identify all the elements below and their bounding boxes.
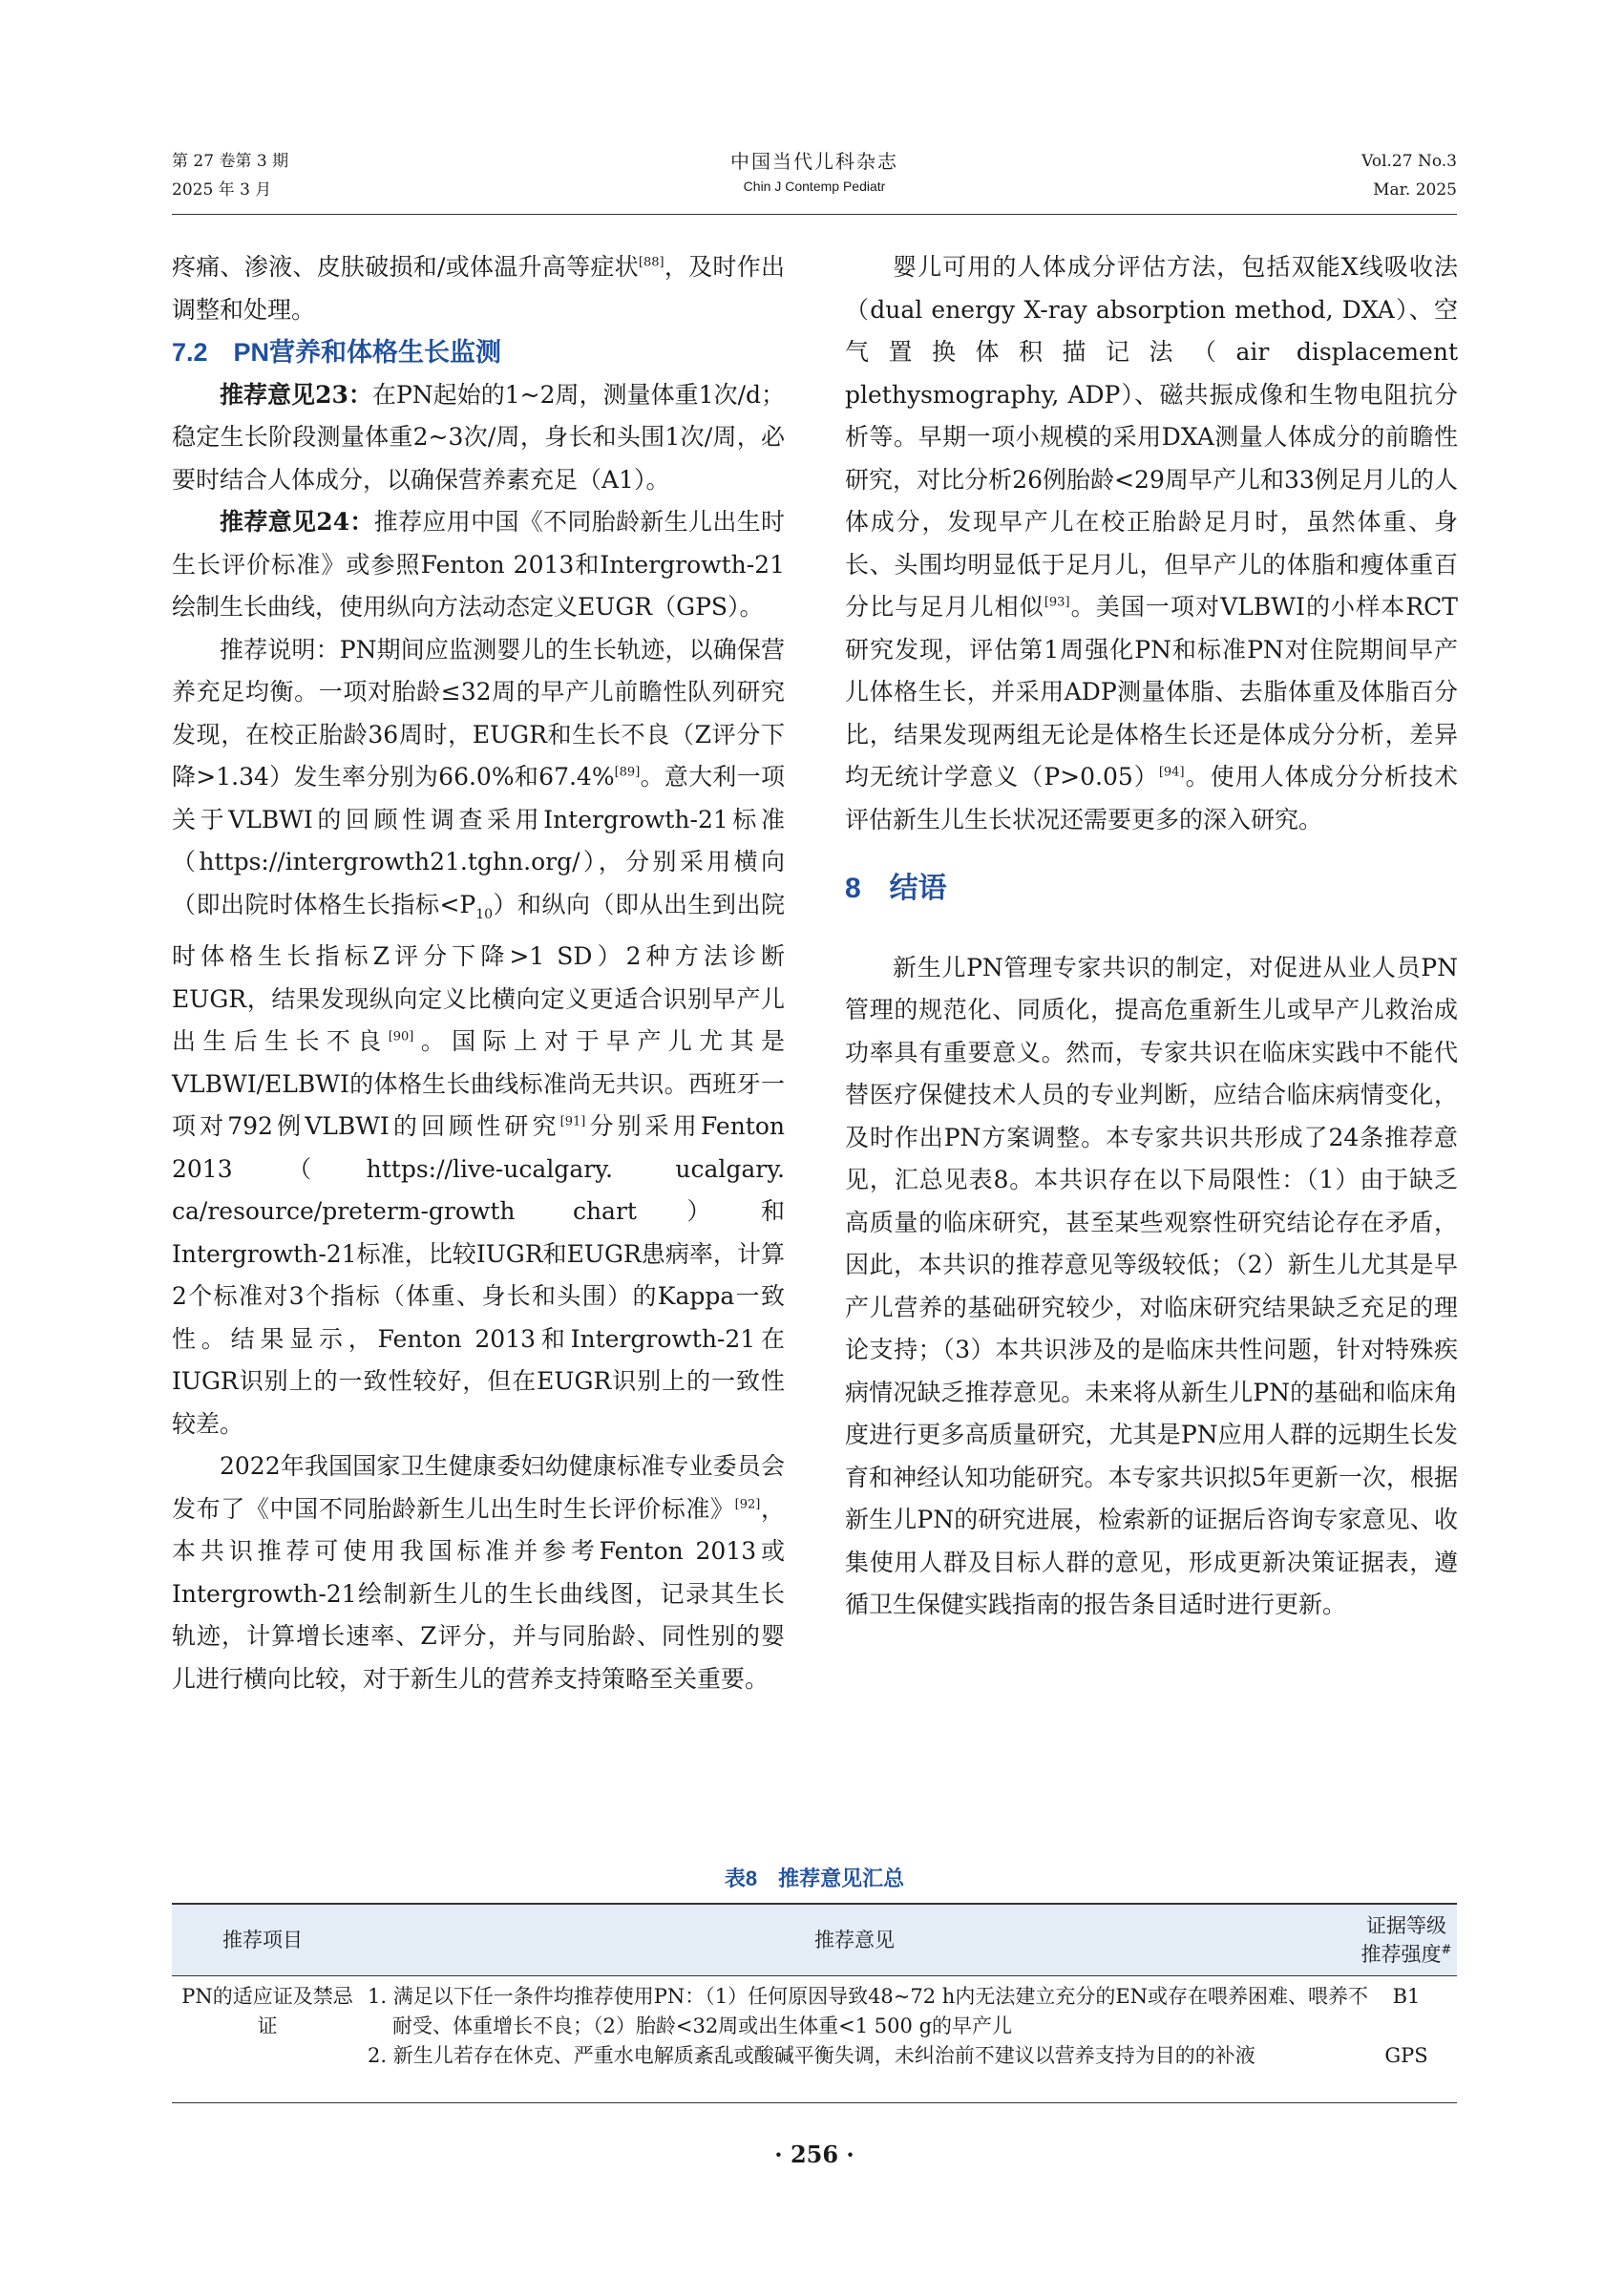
section-heading-7-2: 7.2 PN营养和体格生长监测	[172, 338, 502, 367]
recommendation-explanation: 推荐说明：PN期间应监测婴儿的生长轨迹，以确保营养充足均衡。一项对胎龄≤32周的早产儿前瞻性队列研究发现，在校正胎龄36周时，EUGR和生长不良（Z评分下降>1.34）发生率分别为66.0%和67.4%[89]。意大利一项关于VLBWI的回顾性调查采用Intergrowth-21标准（https://intergrowth21.tghn.org/），分别采用横向（即出院时体格生长指标$<P_{10}$）和纵向（即从出生到出院时体格生长指标Z评分下降>1 SD）2种方法诊断EUGR，结果发现纵向定义比横向定义更适合识别早产儿出生后生长不良[90]。国际上对于早产儿尤其是VLBWI/ELBWI的体格生长曲线标准尚无共识。西班牙一项对792例VLBWI的回顾性研究[91]分别采用Fenton 2013（https://live-ucalgary. ucalgary. ca/resource/preterm-growth chart）和Intergrowth-21标准，比较IUGR和EUGR患病率，计算2个标准对3个指标（体重、身长和头围）的Kappa一致性。结果显示，Fenton 2013和Intergrowth-21在IUGR识别上的一致性较好，但在EUGR识别上的一致性较差。	[172, 635, 785, 1438]
header-right	[1361, 147, 1457, 204]
citation: [88]	[638, 255, 664, 270]
header-rule	[172, 214, 1457, 215]
recommendation-24: 推荐意见24：推荐应用中国《不同胎龄新生儿出生时生长评价标准》或参照Fenton 2013和Intergrowth-21绘制生长曲线，使用纵向方法动态定义EUGR（GPS）。	[172, 508, 785, 621]
recommendation-23: 推荐意见23：在PN起始的1~2周，测量体重1次/d；稳定生长阶段测量体重2~3次/周，身长和头围1次/周，必要时结合人体成分，以确保营养素充足（A1）。	[172, 380, 785, 494]
header-volume-cn: 第 27 卷第 3 期	[172, 152, 289, 171]
table-title: 表8 推荐意见汇总	[724, 1867, 905, 1890]
header-date-cn: 2025 年 3 月	[172, 180, 272, 200]
citation: [93]	[1044, 595, 1070, 610]
journal-title-cn: 中国当代儿科杂志	[730, 150, 898, 173]
citation: [94]	[1158, 765, 1185, 780]
paragraph-2022-standard: 2022年我国国家卫生健康委妇幼健康标准专业委员会发布了《中国不同胎龄新生儿出生时生长评价标准》[92]，本共识推荐可使用我国标准并参考Fenton 2013或Intergrowth-21绘制新生儿的生长曲线图，记录其生长轨迹，计算增长速率、Z评分，并与同胎龄、同性别的婴儿进行横向比较，对于新生儿的营养支持策略至关重要。	[172, 1452, 785, 1693]
table-8	[172, 1903, 1457, 2103]
table-cell-level: B1	[1392, 1985, 1421, 2008]
paragraph-conclusion: 新生儿PN管理专家共识的制定，对促进从业人员PN管理的规范化、同质化，提高危重新生儿或早产儿救治成功率具有重要意义。然而，专家共识在临床实践中不能代替医疗保健技术人员的专业判断，应结合临床病情变化，及时作出PN方案调整。本专家共识共形成了24条推荐意见，汇总见表8。本共识存在以下局限性：（1）由于缺乏高质量的临床研究，甚至某些观察性研究结论存在矛盾，因此，本共识的推荐意见等级较低；（2）新生儿尤其是早产儿营养的基础研究较少，对临床研究结果缺乏充足的理论支持；（3）本共识涉及的是临床共性问题，针对特殊疾病情况缺乏推荐意见。未来将从新生儿PN的基础和临床角度进行更多高质量研究，尤其是PN应用人群的远期生长发育和神经认知功能研究。本专家共识拟5年更新一次，根据新生儿PN的研究进展，检索新的证据后咨询专家意见、收集使用人群及目标人群的意见，形成更新决策证据表，遵循卫生保健实践指南的报告条目适时进行更新。	[845, 953, 1458, 1618]
recommendation-label: 推荐意见23：	[220, 380, 372, 409]
table-cell-level: GPS	[1384, 2044, 1428, 2067]
table-cell-recommendation: 2. 新生儿若存在休克、严重水电解质紊乱或酸碱平衡失调，未纠治前不建议以营养支持为目的的补液	[368, 2044, 1255, 2067]
table-row	[172, 1976, 1457, 2103]
header-date-en: Mar. 2025	[1373, 180, 1457, 200]
table-header-row	[172, 1903, 1457, 1976]
table-cell-item: PN的适应证及禁忌证	[181, 1985, 353, 2037]
journal-title-en: Chin J Contemp Pediatr	[743, 179, 886, 194]
page-number: · 256 ·	[774, 2141, 854, 2168]
header-volume-en: Vol.27 No.3	[1361, 152, 1457, 171]
column-header-level: 证据等级 推荐强度#	[1360, 1914, 1452, 1966]
subscript: 10	[475, 906, 494, 922]
column-header-recommendation: 推荐意见	[814, 1928, 895, 1951]
header-center	[172, 147, 1457, 197]
citation: [89]	[614, 765, 641, 780]
section-heading-8: 8 结语	[845, 873, 947, 904]
citation: [90]	[388, 1029, 414, 1044]
table-cell-recommendation: 1. 满足以下任一条件均推荐使用PN：（1）任何原因导致48~72 h内无法建立充分的EN或存在喂养困难、喂养不耐受、体重增长不良；（2）胎龄<32周或出生体重<1 500 g的早产儿	[368, 1985, 1369, 2037]
left-column	[172, 246, 785, 1700]
citation: [91]	[559, 1114, 586, 1129]
running-header	[172, 147, 1457, 214]
column-header-item: 推荐项目	[222, 1928, 303, 1951]
citation: [92]	[734, 1497, 761, 1512]
right-column	[845, 246, 1458, 1627]
paragraph-body-composition: 婴儿可用的人体成分评估方法，包括双能X线吸收法（dual energy X-ray absorption method, DXA）、空气置换体积描记法（air displacement plethysmography, ADP）、磁共振成像和生物电阻抗分析等。早期一项小规模的采用DXA测量人体成分的前瞻性研究，对比分析26例胎龄<29周早产儿和33例足月儿的人体成分，发现早产儿在校正胎龄足月时，虽然体重、身长、头围均明显低于足月儿，但早产儿的体脂和瘦体重百分比与足月儿相似[93]。美国一项对VLBWI的小样本RCT研究发现，评估第1周强化PN和标准PN对住院期间早产儿体格生长，并采用ADP测量体脂、去脂体重及体脂百分比，结果发现两组无论是体格生长还是体成分分析，差异均无统计学意义（P>0.05）[94]。使用人体成分分析技术评估新生儿生长状况还需要更多的深入研究。	[845, 253, 1458, 833]
recommendation-label: 推荐意见24：	[220, 508, 374, 536]
paragraph-continued: 疼痛、渗液、皮肤破损和/或体温升高等症状[88]，及时作出调整和处理。	[172, 253, 785, 324]
